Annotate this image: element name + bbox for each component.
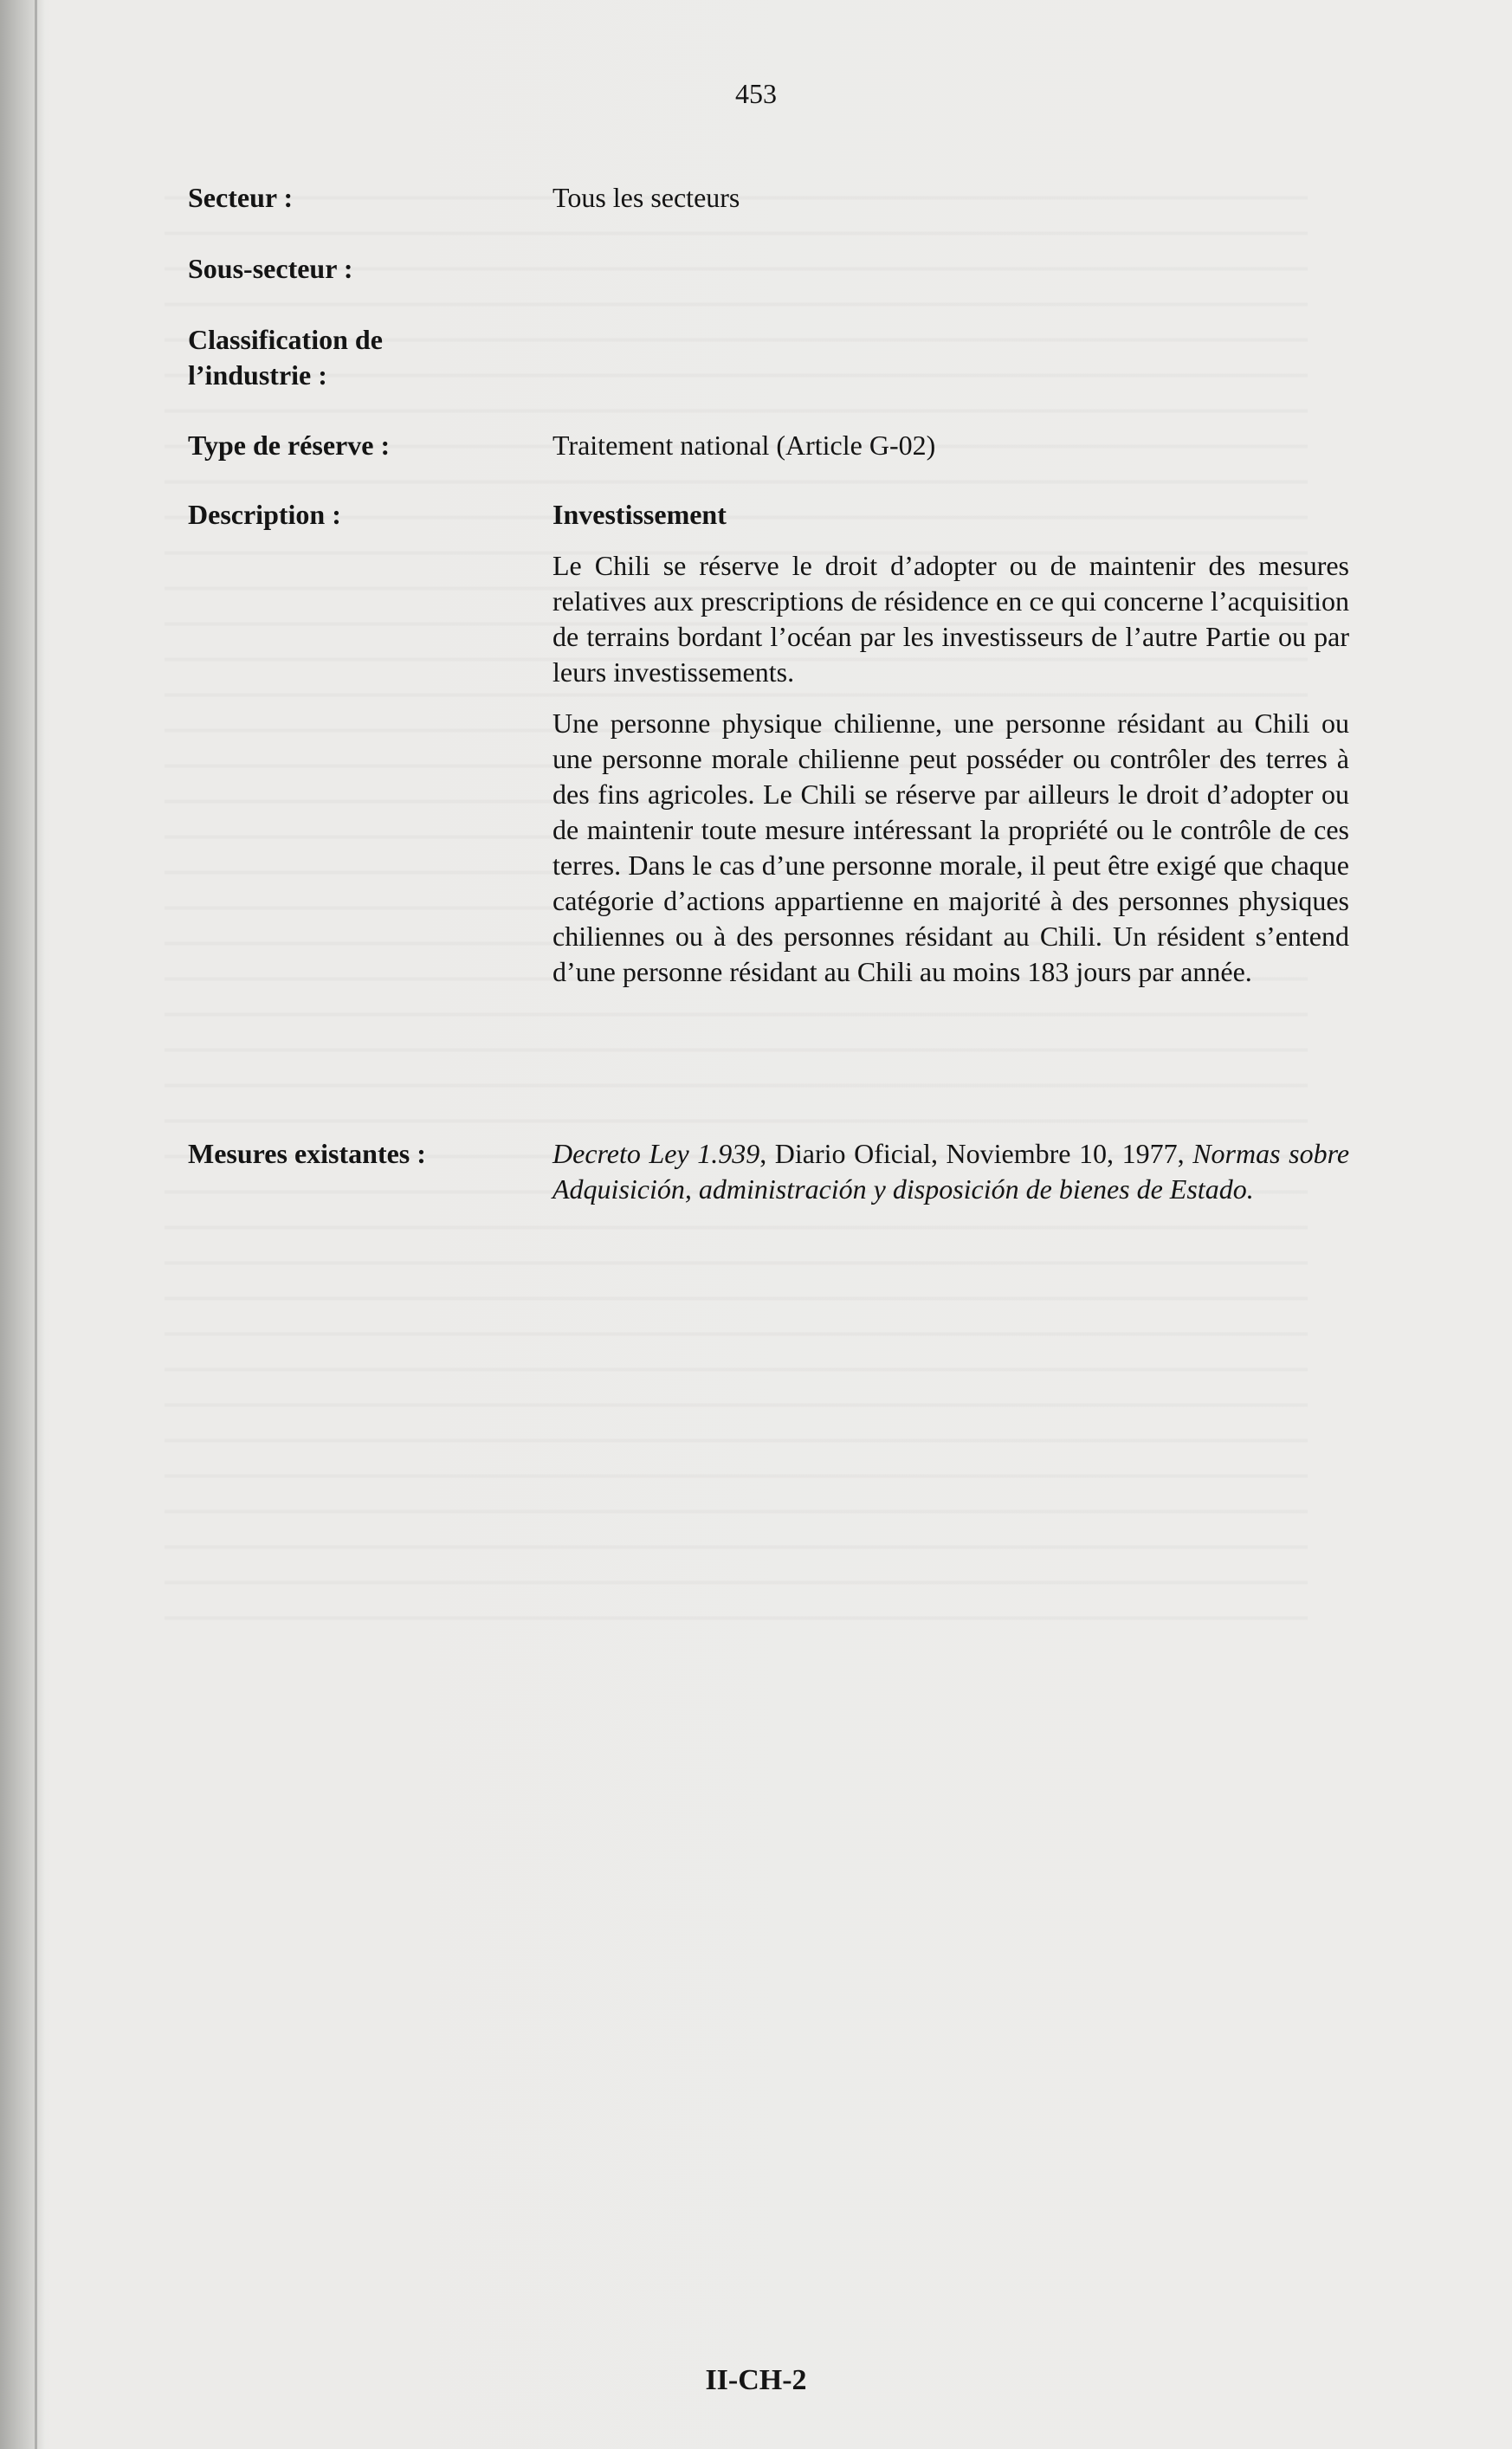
mesures-text bbox=[552, 1136, 1349, 1207]
label-type-reserve: Type de réserve : bbox=[188, 430, 391, 461]
label-sous-secteur: Sous-secteur : bbox=[188, 253, 353, 284]
spacer bbox=[552, 533, 1349, 548]
decree-publication: , Diario Oficial, Noviembre 10, 1977, bbox=[759, 1138, 1185, 1169]
label-description: Description : bbox=[188, 499, 341, 530]
value-mesures-existantes bbox=[552, 1136, 1349, 1207]
label-classification-line1: Classification de bbox=[188, 324, 383, 355]
value-secteur: Tous les secteurs bbox=[552, 182, 740, 213]
decree-name: Decreto Ley 1.939 bbox=[552, 1138, 760, 1169]
decree-title: Normas sobre Adquisición, administración y disposición de bienes de Estado. bbox=[552, 1138, 1350, 1205]
label-mesures-existantes: Mesures existantes : bbox=[188, 1138, 426, 1169]
label-classification bbox=[188, 322, 534, 393]
description-paragraph-1: Le Chili se réserve le droit d’adopter ou de maintenir des mesures relatives aux prescriptions de résidence en ce qui concerne l’acquisition de terrains bordant l’océan par les investisseurs de l’autre Partie ou par leurs investissements. bbox=[552, 550, 1349, 688]
label-classification-line2: l’industrie : bbox=[188, 359, 327, 391]
label-secteur: Secteur : bbox=[188, 182, 294, 213]
page-number: 453 bbox=[735, 78, 777, 109]
binding-line bbox=[35, 0, 37, 2449]
value-type-reserve: Traitement national (Article G-02) bbox=[552, 430, 936, 461]
page-footer-reference: II-CH-2 bbox=[705, 2364, 807, 2396]
spacer bbox=[552, 690, 1349, 706]
value-description bbox=[552, 497, 1349, 990]
binding-edge-shadow bbox=[0, 0, 45, 2449]
description-paragraph-2: Une personne physique chilienne, une personne résidant au Chili ou une personne morale chilienne peut posséder ou contrôler des terres à des fins agricoles. Le Chili se réserve par ailleurs le droit d’adopter ou de maintenir toute mesure intéressant la propriété ou le contrôle de ces terres. Dans le cas d’une personne morale, il peut être exigé que chaque catégorie d’actions appartienne en majorité à des personnes physiques chiliennes ou à des personnes résidant au Chili. Un résident s’entend d’une personne résidant au Chili au moins 183 jours par année. bbox=[552, 708, 1349, 987]
description-heading: Investissement bbox=[552, 499, 727, 530]
